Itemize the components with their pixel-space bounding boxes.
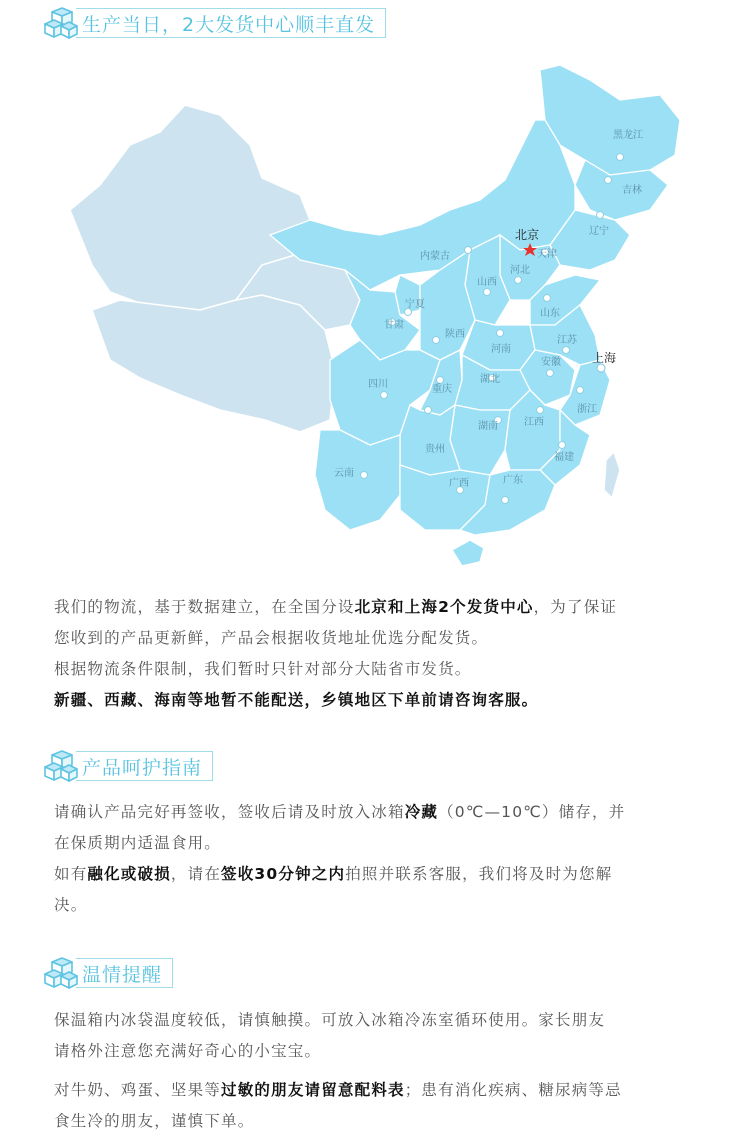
taiwan-region	[604, 452, 620, 498]
care-guide-text	[54, 797, 704, 921]
para-line: 我们的物流，基于数据建立，在全国分设北京和上海2个发货中心，为了保证	[54, 598, 618, 616]
section-header-reminder	[42, 956, 173, 990]
para-line: 对牛奶、鸡蛋、坚果等过敏的朋友请留意配料表；患有消化疾病、糖尿病等忌	[54, 1081, 622, 1099]
province-label: 浙江	[577, 404, 597, 415]
para-line: 您收到的产品更新鲜，产品会根据收货地址优选分配发货。	[54, 629, 489, 647]
province-label: 湖北	[480, 374, 500, 385]
china-delivery-map	[0, 60, 750, 580]
province-label: 吉林	[622, 185, 642, 196]
province-label: 广西	[449, 478, 469, 489]
province-label: 山西	[477, 277, 497, 288]
province-label: 重庆	[432, 384, 452, 395]
province-label: 江西	[524, 417, 544, 428]
yunnan-region	[315, 430, 400, 530]
highlight-text: 冷藏	[404, 803, 439, 821]
province-label: 安徽	[541, 357, 561, 368]
tibet-region	[92, 295, 335, 432]
city-label-shanghai: 上海	[592, 351, 617, 365]
province-label: 河北	[510, 265, 530, 276]
province-label: 湖南	[478, 421, 498, 432]
city-label-beijing: 北京	[515, 228, 540, 242]
province-label: 四川	[368, 379, 388, 390]
province-label: 河南	[491, 344, 511, 355]
hainan-region	[452, 540, 484, 566]
province-label: 天津	[537, 249, 557, 260]
para-line: 保温箱内冰袋温度较低，请慎触摸。可放入冰箱冷冻室循环使用。家长朋友	[54, 1011, 606, 1029]
section-title: 产品呵护指南	[82, 756, 203, 779]
section-title: 生产当日，2大发货中心顺丰直发	[82, 13, 376, 36]
ice-cubes-icon	[42, 6, 80, 40]
hunan-region	[450, 405, 510, 475]
province-label: 山东	[540, 308, 560, 319]
province-label: 贵州	[425, 444, 445, 455]
province-label: 内蒙古	[420, 251, 450, 262]
province-label: 宁夏	[405, 299, 425, 310]
highlight-text: 融化或破损	[87, 865, 171, 883]
province-label: 陕西	[445, 329, 465, 340]
logistics-description	[54, 592, 704, 716]
para-line: 如有融化或破损，请在签收30分钟之内拍照并联系客服，我们将及时为您解	[54, 865, 613, 883]
ice-cubes-icon	[42, 956, 80, 990]
section-title-box	[76, 751, 213, 781]
highlight-text: 北京和上海2个发货中心	[354, 598, 534, 616]
province-label: 江苏	[557, 335, 577, 346]
para-line: 根据物流条件限制，我们暂时只针对部分大陆省市发货。	[54, 660, 472, 678]
section-title-box	[76, 8, 386, 38]
province-label: 广东	[503, 475, 523, 486]
section-title-box	[76, 958, 173, 988]
province-label: 辽宁	[589, 226, 609, 237]
para-line: 决。	[54, 896, 88, 914]
province-label: 黑龙江	[613, 130, 643, 141]
section-header-delivery	[42, 6, 386, 40]
section-header-care-guide	[42, 749, 213, 783]
para-line: 食生冷的朋友，谨慎下单。	[54, 1112, 255, 1130]
province-label: 云南	[334, 468, 354, 479]
highlight-text: 签收30分钟之内	[221, 865, 346, 883]
province-label: 福建	[554, 452, 574, 463]
para-line: 在保质期内适温食用。	[54, 834, 222, 852]
reminder-text	[54, 1005, 704, 1137]
province-label: 甘肃	[384, 320, 404, 331]
para-line-warning: 新疆、西藏、海南等地暂不能配送，乡镇地区下单前请咨询客服。	[54, 691, 539, 709]
section-title: 温情提醒	[82, 963, 163, 986]
highlight-text: 过敏的朋友请留意配料表	[221, 1081, 405, 1099]
para-line: 请格外注意您充满好奇心的小宝宝。	[54, 1042, 322, 1060]
para-line: 请确认产品完好再签收，签收后请及时放入冰箱冷藏（0℃—10℃）储存，并	[54, 803, 626, 821]
ice-cubes-icon	[42, 749, 80, 783]
